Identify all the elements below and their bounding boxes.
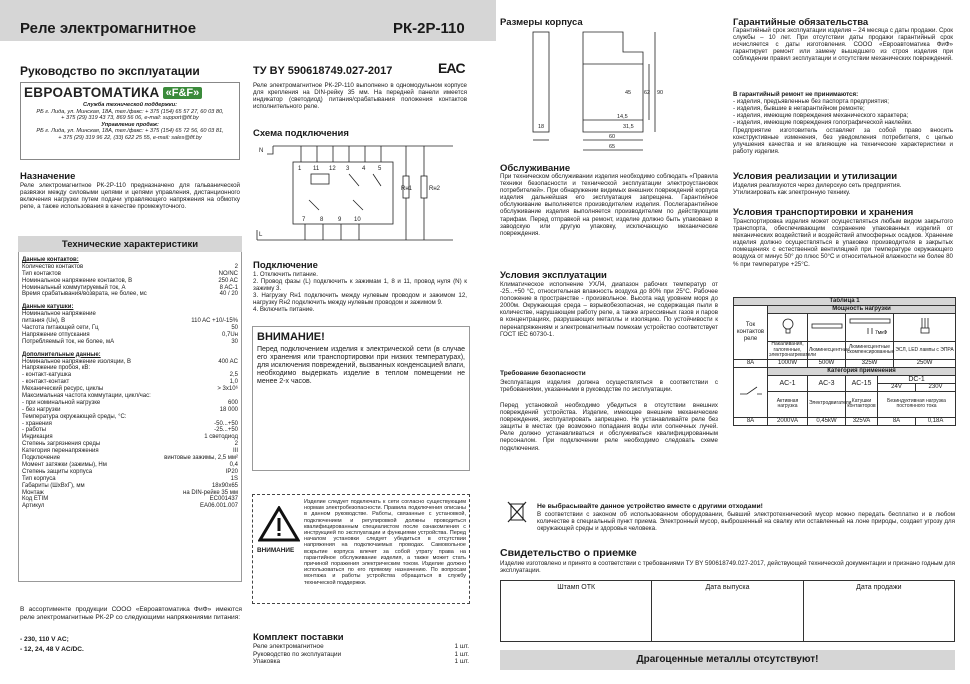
dim-label: 90: [657, 90, 664, 96]
line-label: L: [259, 232, 263, 238]
extra-spec-row: [22, 441, 238, 448]
table-title: Таблица 1: [734, 298, 956, 306]
warranty-title: Гарантийные обязательства: [733, 17, 869, 28]
extra-spec-value: 18 000: [219, 406, 238, 413]
specs-title: Технические характеристики: [61, 239, 199, 250]
coil-spec-value: 30: [231, 338, 238, 345]
kit-item-qty: 1 шт.: [454, 650, 469, 658]
extra-spec-row: [22, 448, 238, 455]
service-title: Обслуживание: [500, 163, 571, 174]
dim-label: 62: [644, 90, 651, 96]
tu-number: ТУ BY 590618749.027-2017: [253, 65, 393, 77]
lamp-incandescent-icon: [768, 314, 808, 342]
dim-label: 18: [538, 124, 545, 130]
extra-spec-label: - работы: [22, 427, 47, 434]
coil-spec-row: [22, 332, 238, 339]
table-cell: 0,45kW: [808, 417, 846, 425]
manual-title: Руководство по эксплуатации: [20, 64, 200, 78]
extra-spec-label: Индикация: [22, 434, 53, 441]
extra-spec-row: [22, 359, 238, 366]
coil-title: Данные катушки:: [22, 304, 74, 311]
dc-volt: 24V: [878, 383, 916, 391]
transport-title: Условия транспортировки и хранения: [733, 207, 914, 218]
extra-spec-row: [22, 434, 238, 441]
stamp-cell: Штамп ОТК: [501, 581, 652, 641]
extra-spec-row: [22, 427, 238, 434]
warranty-text: Гарантийный срок эксплуатации изделия – 24 месяца с даты продажи. Срок службы – 10 лет. При отсутствии даты продажи гарантийный срок исчисляется с даты изготовления. СООО «Евроавтоматика ФиФ» гарантирует ремонт или замену вышедшего из строя изделия при соблюдении правил эксплуатации и отсутствии механических повреждений.: [733, 27, 953, 63]
kit-item-name: Упаковка: [253, 658, 281, 666]
extra-spec-label: Габариты (ШхВхГ), мм: [22, 482, 85, 489]
warranty-tail: Предприятие изготовитель оставляет за собой право вносить конструктивные изменения, без уведомления потребителя, с целью улучшения качества и не влияющие на технические характеристики и работу изделия.: [733, 127, 953, 156]
brand-name: ЕВРОАВТОМАТИКА: [24, 85, 160, 100]
coil-spec-row: [22, 339, 238, 346]
contact-spec-row: [22, 285, 238, 292]
extra-spec-value: > 3x10⁶: [217, 386, 238, 393]
term-label: 1: [298, 166, 302, 172]
extra-spec-row: [22, 400, 238, 407]
contact-spec-row: [22, 271, 238, 278]
contact-spec-label: Количество контактов: [22, 263, 84, 270]
extra-spec-value: 18х90х65: [211, 482, 238, 489]
safety-text: Эксплуатация изделия должна осуществляться в соответствии с требованиями, указанными в руководстве по эксплуатации.: [500, 379, 718, 394]
power-header: Мощность нагрузки: [768, 306, 956, 314]
extra-spec-label: Механический ресурс, циклы: [22, 386, 104, 393]
extra-spec-label: - без нагрузки: [22, 406, 61, 413]
specs-list: [22, 257, 238, 510]
coil-spec-value: 110 AC +10/-15%: [191, 318, 238, 325]
scheme-title: Схема подключения: [253, 128, 349, 139]
contact-spec-label: Тип контактов: [22, 270, 61, 277]
category-header: Категория применения: [768, 367, 956, 375]
contact-spec-value: 2: [234, 263, 238, 270]
category-cell: AC-3: [808, 375, 846, 391]
purpose-title: Назначение: [20, 171, 76, 182]
extra-spec-value: винтовые зажимы, 2,5 мм²: [164, 455, 238, 462]
contact-spec-value: 8 AC-1: [219, 284, 238, 291]
transport-text: Транспортировка изделия может осуществляться любым видом закрытого транспорта, обеспечивающим сохранение упакованных изделий от механических воздействий и воздействий атмосферных осадков. Хранение изделия должно осуществляться в упаковке производителя в закрытых помещениях с естественной вентиляцией при температуре окружающего воздуха от минус 50° до плюс 50°С и относительной влажности не более 80 % при температуре +25°С.: [733, 218, 953, 268]
recycle-text: В соответствии с законом об использованном оборудовании, бывший электротехнический мусор можно передать бесплатно и в любом количестве в специальный пункт приема. Электронный мусор, выброшенный на свалку или оставленный на лоне природы, создает угрозу для окружающей среды и здоровья человека.: [537, 511, 955, 533]
warranty-items: [733, 98, 953, 126]
coil-spec-label: Напряжение отпускания: [22, 331, 90, 338]
dims-title: Размеры корпуса: [500, 17, 583, 28]
coil-spec-value: 0,7Uн: [222, 331, 238, 338]
term-label: 7: [302, 217, 306, 223]
contact-spec-row: [22, 264, 238, 271]
table-cell: 325VA: [846, 417, 878, 425]
term-label: 11: [313, 166, 320, 172]
metals-notice: Драгоценные металлы отсутствуют!: [636, 654, 819, 665]
term-label: 8: [320, 217, 324, 223]
extra-spec-value: 1,0: [229, 379, 238, 386]
extra-spec-row: [22, 483, 238, 490]
extra-spec-label: Категория перенапряжения: [22, 448, 99, 455]
extra-spec-row: [22, 503, 238, 510]
table-cell: 8A: [734, 359, 768, 367]
category-desc: Активная нагрузка: [768, 391, 808, 417]
recycle-bin-icon: [507, 500, 527, 524]
wiring-diagram: [253, 140, 467, 248]
category-desc: Безиндуктивная нагрузка постоянного тока: [878, 391, 956, 417]
support-line: РБ г. Лида, ул. Минская, 18А, тел./факс: + 375 (154) 65 57 27, 60 03 80,: [36, 108, 224, 115]
dim-label: 60: [609, 134, 616, 140]
extra-spec-row: [22, 476, 238, 483]
model-title: РК-2Р-110: [393, 20, 465, 37]
extra-spec-label: Степень загрязнения среды: [22, 441, 101, 448]
extra-spec-value: EA06.001.007: [199, 503, 238, 510]
dim-label: 14,5: [617, 114, 628, 120]
table-cell: 0,18A: [916, 417, 956, 425]
extra-spec-value: на DIN-рейке 35 мм: [183, 489, 238, 496]
conditions-text: Климатическое исполнение УХЛ4, диапазон рабочих температур от -25...+50 °С, относительная влажность воздуха до 80% при 25°С. Рабочее положение в пространстве - произвольное. Высота над уровнем моря до 2000м. Окружающая среда – взрывобезопасная, не содержащая пыли в количестве, нарушающем работу реле, а также агрессивных газов и паров в концентрациях, разрушающих металлы и изоляцию. По устойчивости к перенапряжениям и электромагнитным помехам устройство соответствует ГОСТ IEC 60730-1.: [500, 281, 718, 338]
connect-title: Подключение: [253, 260, 318, 271]
coil-spec-row: [22, 325, 238, 332]
support-line: + 375 (29) 319 43 73, 869 56 06, e-mail: support@fif.by: [61, 115, 199, 121]
load-type: Люминесцентные скомпенсированные: [846, 342, 894, 360]
coil-spec-label: Номинальное напряжение: [22, 311, 96, 318]
extra-spec-label: - контакт-контакт: [22, 379, 70, 386]
connect-step: 2. Провод фазы (L) подключить к зажимам 1, 8 и 11, провод нуля (N) к зажиму 3.: [253, 278, 467, 293]
lamp-esl-icon: [894, 314, 956, 342]
page-title: Реле электромагнитное: [20, 20, 197, 37]
tu-text: Реле электромагнитное РК-2Р-110 выполнено в одномодульном корпусе для крепления на DIN-рейку 35 мм. На передней панели имеется индикатор (светодиод) питания/срабатывания положения контактов исполнительного реле.: [253, 82, 467, 111]
extra-spec-label: Артикул: [22, 503, 45, 510]
contact-spec-row: [22, 278, 238, 285]
kit-list: [253, 644, 469, 667]
kit-title: Комплект поставки: [253, 632, 344, 643]
sale-line: Изделия реализуются через дилерскую сеть предприятия.: [733, 182, 902, 189]
assortment-item: - 230, 110 V AC;: [20, 636, 69, 643]
eac-mark: EAC: [438, 60, 465, 76]
extra-spec-value: EC001437: [209, 496, 238, 503]
kit-item-qty: 1 шт.: [454, 658, 469, 666]
extra-spec-row: [22, 393, 238, 400]
extra-spec-value: 1 светодиод: [204, 434, 238, 441]
extra-spec-value: 2,5: [229, 372, 238, 379]
capacitance-label: 7мкФ: [874, 330, 887, 336]
contact-spec-label: Номинальное напряжение контактов, В: [22, 277, 133, 284]
lamp-fluorescent-icon: [808, 314, 846, 342]
dim-label: 31,5: [623, 124, 634, 130]
category-cell: DC-1: [878, 375, 956, 383]
safety-text-2: Перед установкой необходимо убедиться в отсутствии внешних повреждений устройства. Изделие, имеющее внешние механические повреждения, эксплуатировать запрещено. Не устанавливайте реле без защиты в местах где возможно попадания воды или солнечных лучей. Реле должно устанавливаться и обслуживаться квалифицированным персоналом. При подключении реле необходимо следовать схеме подключения.: [500, 402, 718, 452]
table-cell: 2000VA: [768, 417, 808, 425]
assortment-text: В ассортименте продукции СООО «Евроавтоматика ФиФ» имеются реле электромагнитные РК-2Р со следующими напряжениями питания:: [20, 606, 242, 621]
wiring-diagram-svg: [253, 140, 467, 248]
sales-title: Управление продаж:: [101, 121, 159, 128]
table-cell: 1000W: [768, 359, 808, 367]
sales-line: РБ г. Лида, ул. Минская, 18А, тел./факс: + 375 (154) 65 72 56, 60 03 81,: [36, 128, 224, 134]
connect-step: 1. Отключить питание.: [253, 271, 318, 278]
load-type: Накаливания, галогенные, электронагреватели: [769, 341, 816, 359]
extra-spec-label: Подключение: [22, 455, 61, 462]
term-label: 4: [362, 166, 366, 172]
load-type: Люминесцентные: [808, 342, 846, 360]
extra-spec-value: 400 AC: [218, 358, 238, 365]
extra-spec-value: -50...+50: [214, 420, 238, 427]
kit-item-name: Руководство по эксплуатации: [253, 650, 342, 658]
purpose-text: Реле электромагнитное РК-2Р-110 предназначено для гальванической развязки между силовыми цепями и цепями управления, дистанционного включения нагрузки путем подачи управляющего напряжения на обмотку реле, а также использования в качестве промежуточного.: [20, 182, 240, 211]
extra-spec-value: -25...+50: [214, 427, 238, 434]
kit-item: [253, 652, 469, 660]
contact-spec-value: NO/NC: [218, 270, 238, 277]
term-label: 12: [329, 166, 336, 172]
attention-title: ВНИМАНИЕ!: [257, 331, 325, 343]
contact-spec-row: [22, 291, 238, 298]
lamp-compensated-icon: [846, 314, 894, 342]
dim-label: 45: [625, 90, 632, 96]
kit-item-qty: 1 шт.: [454, 643, 469, 650]
extra-spec-value: III: [232, 448, 238, 455]
category-desc: Катушки контакторов: [846, 391, 878, 417]
contacts-title: Данные контактов:: [22, 257, 79, 263]
load-label-1: Rн1: [401, 186, 412, 192]
coil-spec-label: питания (Uн), В: [22, 318, 66, 325]
safety-title: Требование безопасности: [500, 370, 586, 377]
table-cell: 500W: [808, 359, 846, 367]
extra-spec-label: - при номинальной нагрузке: [22, 399, 101, 406]
term-label: 10: [354, 217, 361, 223]
extra-spec-row: [22, 386, 238, 393]
table-cell: 250W: [894, 359, 956, 367]
extra-spec-label: Тип корпуса: [22, 475, 56, 482]
table-cell: 325W: [846, 359, 894, 367]
term-label: 5: [378, 166, 382, 172]
extra-spec-row: [22, 490, 238, 497]
category-desc: Электродвигатели: [808, 391, 846, 417]
category-cell: AC-15: [846, 375, 878, 391]
sale-title: Условия реализации и утилизации: [733, 171, 898, 182]
extra-spec-label: Напряжение пробоя, кВ:: [22, 365, 91, 372]
support-title: Служба технической поддержки:: [83, 102, 177, 108]
accept-table: [500, 580, 955, 642]
extra-spec-row: [22, 414, 238, 421]
release-date-cell: Дата выпуска: [652, 581, 803, 641]
extra-spec-label: Монтаж: [22, 489, 44, 496]
coil-spec-row: [22, 318, 238, 325]
recycle-title: Не выбрасывайте данное устройство вместе с другими отходами!: [537, 503, 763, 510]
table-cell: 8A: [734, 417, 768, 425]
warning-text: Изделие следует подключать к сети согласно существующим нормам электробезопасности. Правила подключения описаны в данном руководстве. Работы, связанные с установкой, подключением и регулировкой должны проводиться квалифицированным специалистом после ознакомления с инструкцией по эксплуатации и функциями устройства. Перед началом установки следует убедиться в отсутствии напряжения на подключаемых проводах. Самовольное вскрытие корпуса влечет за собой утрату права на гарантийное обслуживание изделия, а также может стать причиной поражения электрическим током. Изделие должно использоваться по его прямому назначению. По вопросам монтажа и работы устройства обращаться в службу технической поддержки.: [304, 499, 466, 586]
dc-volt: 230V: [916, 383, 956, 391]
term-label: 3: [346, 166, 350, 172]
extra-spec-row: [22, 462, 238, 469]
extra-spec-row: [22, 365, 238, 372]
extra-spec-row: [22, 421, 238, 428]
connect-step: 4. Включить питание.: [253, 306, 315, 314]
contact-spec-value: 250 AC: [218, 277, 238, 284]
warranty-not-title: В гарантийный ремонт не принимаются:: [733, 91, 859, 98]
attention-box: [252, 326, 470, 471]
extra-spec-row: [22, 372, 238, 379]
extra-spec-label: Момент затяжки (зажимы), Нм: [22, 461, 107, 468]
assortment-item: - 12, 24, 48 V AC/DC.: [20, 646, 84, 653]
extra-spec-value: 2: [234, 441, 238, 448]
accept-title: Свидетельство о приемке: [500, 547, 637, 559]
contact-spec-value: 40 / 20: [219, 291, 238, 298]
sale-line: Утилизировать как электронную технику.: [733, 189, 851, 196]
accept-text: Изделие изготовлено и принято в соответствии с требованиями ТУ BY 590618749.027-2017, действующей технической документации и признано годным для эксплуатации.: [500, 560, 955, 575]
warning-triangle-icon: [258, 506, 300, 542]
warranty-item: - изделия, предъявленные без паспорта предприятия;: [733, 98, 889, 105]
warranty-item: - изделия, имеющие повреждения механического характера;: [733, 112, 909, 120]
warranty-item: - изделия, имеющие повреждения голографической наклейки.: [733, 119, 913, 127]
extra-spec-value: 600: [227, 399, 238, 406]
contact-spec-label: Время срабатывания/возврата, не более, мс: [22, 291, 147, 298]
kit-item-name: Реле электромагнитное: [253, 643, 324, 650]
extra-title: Дополнительные данные:: [22, 351, 101, 358]
extra-spec-label: Степень защиты корпуса: [22, 468, 93, 475]
dim-label: 65: [609, 144, 616, 150]
attention-text: Перед подключением изделия к электрической сети (в случае его хранения или транспортировки при низких температурах), для исключения повреждений, вызванных конденсацией влаги, необходимо выдержать изделие в теплом помещении не менее 2-х часов.: [257, 346, 465, 385]
extra-spec-row: [22, 469, 238, 476]
connect-step: 3. Нагрузку Rн1 подключить между нулевым проводом и зажимом 12, нагрузку Rн2 подключить между нулевым проводом и зажимом 9.: [253, 292, 467, 307]
ff-logo: «F&F»: [163, 87, 203, 99]
coil-spec-label: Частота питающей сети, Гц: [22, 325, 99, 332]
coil-spec-value: 50: [231, 325, 238, 332]
dimensions-drawing: [505, 28, 720, 160]
extra-spec-label: Температура окружающей среды, °С:: [22, 413, 127, 420]
coil-spec-label: Потребляемый ток, не более, мА: [22, 338, 115, 345]
term-label: 9: [338, 217, 342, 223]
current-label: Ток контактов реле: [734, 306, 768, 360]
warning-label: ВНИМАНИЕ: [257, 547, 295, 554]
table-cell: 8A: [878, 417, 916, 425]
extra-spec-label: Номинальное напряжение изоляции, В: [22, 358, 131, 365]
load-table: [733, 297, 955, 426]
load-type: ЭСЛ, LED лампы с ЭПРА: [894, 342, 956, 360]
extra-spec-label: Код ETIM: [22, 496, 49, 503]
extra-spec-label: - контакт-катушка: [22, 372, 72, 379]
neutral-label: N: [259, 148, 264, 154]
logo-box: [20, 82, 240, 160]
extra-spec-label: Максимальная частота коммутации, цикл/час:: [22, 393, 151, 400]
extra-spec-label: - хранения: [22, 420, 52, 427]
coil-spec-row: [22, 311, 238, 318]
service-text: При техническом обслуживании изделия необходимо соблюдать «Правила техники безопасности и технической эксплуатации электроустановок потребителей». При обнаружении видимых внешних повреждений корпуса изделия дальнейшая его эксплуатация запрещена. Гарантийное обслуживание выполняется производителем изделия. Послегарантийное обслуживание изделия выполняется производителем по действующим тарифам. Перед отправкой на ремонт, изделие должно быть упаковано в заводскую или другую упаковку, исключающую механические повреждения.: [500, 173, 718, 237]
extra-spec-row: [22, 455, 238, 462]
connect-steps: [253, 271, 467, 314]
extra-spec-value: 1S: [230, 475, 238, 482]
extra-spec-row: [22, 407, 238, 414]
contact-symbol-icon: [734, 367, 768, 417]
sales-line: + 375 (29) 319 96 22, (33) 622 25 55, e-mail: sales@fif.by: [58, 134, 202, 141]
load-label-2: Rн2: [429, 186, 440, 192]
extra-spec-value: IP20: [225, 468, 238, 475]
extra-spec-value: 0,4: [229, 461, 238, 468]
kit-item: [253, 659, 469, 667]
extra-spec-row: [22, 496, 238, 503]
sale-date-cell: Дата продажи: [856, 584, 902, 591]
category-cell: AC-1: [768, 375, 808, 391]
warranty-item: - изделия, бывшие в негарантийном ремонте;: [733, 105, 865, 113]
contact-spec-label: Номинальный коммутируемый ток, А: [22, 284, 126, 291]
conditions-title: Условия эксплуатации: [500, 270, 607, 281]
